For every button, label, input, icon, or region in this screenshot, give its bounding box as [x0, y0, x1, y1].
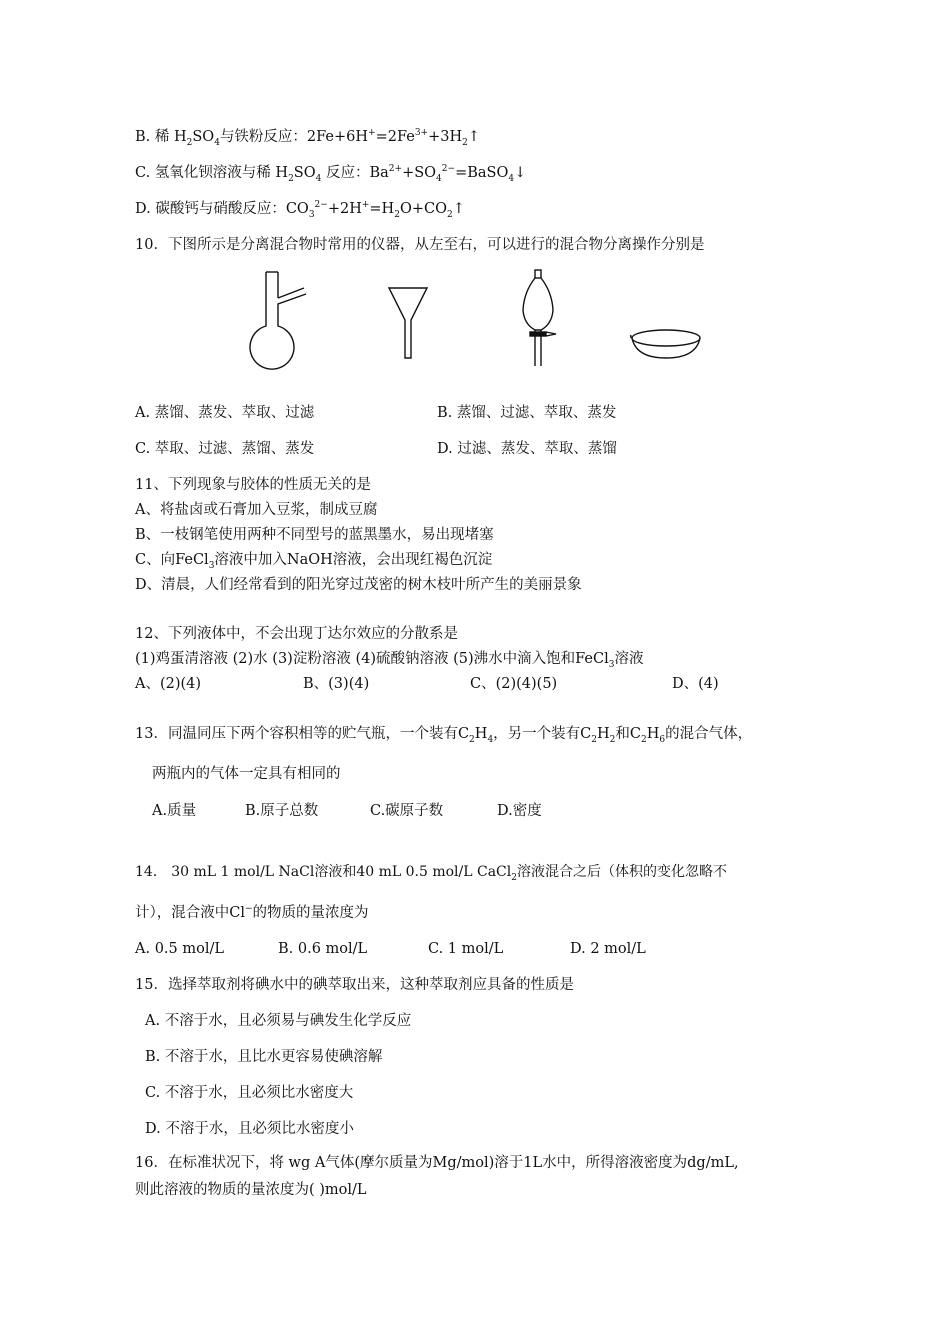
q15-option-b: B. 不溶于水，且比水更容易使碘溶解 [145, 1049, 383, 1065]
q11-option-c: C、向FeCl$_3$溶液中加入NaOH溶液，会出现红褐色沉淀 [135, 552, 493, 571]
q11-option-b: B、一枝钢笔使用两种不同型号的蓝黑墨水，易出现堵塞 [135, 527, 494, 543]
q12-option-a: A、(2)(4) [135, 676, 202, 692]
q15-option-a: A. 不溶于水，且必须易与碘发生化学反应 [145, 1013, 412, 1029]
q14-option-d: D. 2 mol/L [570, 941, 646, 957]
q9-option-b: B. 稀 $H_2SO_4$与铁粉反应：$2Fe+6H^+=2Fe^{3+}+3H_2↑$ [135, 128, 481, 148]
q13-option-c: C.碳原子数 [370, 803, 444, 819]
q9-option-c: C. 氢氧化钡溶液与稀 $H_2SO_4$ 反应：$Ba^{2+}+SO_4^{2-}=BaSO_4↓$ [135, 164, 527, 184]
q11-option-d: D、清晨，人们经常看到的阳光穿过茂密的树木枝叶所产生的美丽景象 [135, 577, 582, 593]
q10-option-b: B. 蒸馏、过滤、萃取、蒸发 [437, 405, 617, 421]
q10-option-a: A. 蒸馏、蒸发、萃取、过滤 [135, 405, 315, 421]
q14-option-b: B. 0.6 mol/L [278, 941, 368, 957]
q13-option-d: D.密度 [497, 803, 542, 819]
q11-option-a: A、将盐卤或石膏加入豆浆，制成豆腐 [135, 502, 378, 518]
q14-stem: 14． 30 mL 1 mol/L NaCl溶液和40 mL 0.5 mol/L CaCl$_2$溶液混合之后（体积的变化忽略不 [135, 864, 727, 883]
q12-option-b: B、(3)(4) [303, 676, 370, 692]
q12-stem: 12、下列液体中，不会出现丁达尔效应的分散系是 [135, 626, 458, 642]
q10-stem: 10．下图所示是分离混合物时常用的仪器，从左至右，可以进行的混合物分离操作分别是 [135, 237, 705, 253]
q16-stem: 16．在标准状况下，将 wg A气体(摩尔质量为Mg/mol)溶于1L水中，所得溶液密度为dg/mL, [135, 1155, 739, 1171]
q11-stem: 11、下列现象与胶体的性质无关的是 [135, 477, 371, 493]
distillation-flask-figure [240, 268, 310, 370]
q15-option-c: C. 不溶于水，且必须比水密度大 [145, 1085, 354, 1101]
q13-stem-line2: 两瓶内的气体一定具有相同的 [152, 766, 341, 782]
q15-stem: 15．选择萃取剂将碘水中的碘萃取出来，这种萃取剂应具备的性质是 [135, 977, 574, 993]
q14-option-a: A. 0.5 mol/L [135, 941, 224, 957]
q12-option-d: D、(4) [672, 676, 719, 692]
q14-option-c: C. 1 mol/L [428, 941, 504, 957]
q12-option-c: C、(2)(4)(5) [470, 676, 558, 692]
evaporating-dish-figure [628, 326, 704, 364]
q13-option-b: B.原子总数 [245, 803, 319, 819]
q16-stem-line2: 则此溶液的物质的量浓度为( )mol/L [135, 1182, 367, 1198]
q9-option-d: D. 碳酸钙与硝酸反应：$CO_3^{2-}+2H^+=H_2O+CO_2↑$ [135, 200, 465, 220]
q13-stem: 13．同温同压下两个容积相等的贮气瓶，一个装有$C_2H_4$，另一个装有$C_2H_2$和$C_2H_6$的混合气体， [135, 726, 753, 745]
q10-option-c: C. 萃取、过滤、蒸馏、蒸发 [135, 441, 315, 457]
q12-items: (1)鸡蛋清溶液 (2)水 (3)淀粉溶液 (4)硫酸钠溶液 (5)沸水中滴入饱和FeCl$_3$溶液 [135, 651, 644, 670]
separatory-funnel-figure [518, 266, 562, 370]
q14-stem-line2: 计），混合液中Cl−的物质的量浓度为 [135, 904, 369, 921]
q13-option-a: A.质量 [152, 803, 197, 819]
q10-option-d: D. 过滤、蒸发、萃取、蒸馏 [437, 441, 617, 457]
funnel-figure [386, 282, 430, 362]
q15-option-d: D. 不溶于水，且必须比水密度小 [145, 1121, 354, 1137]
